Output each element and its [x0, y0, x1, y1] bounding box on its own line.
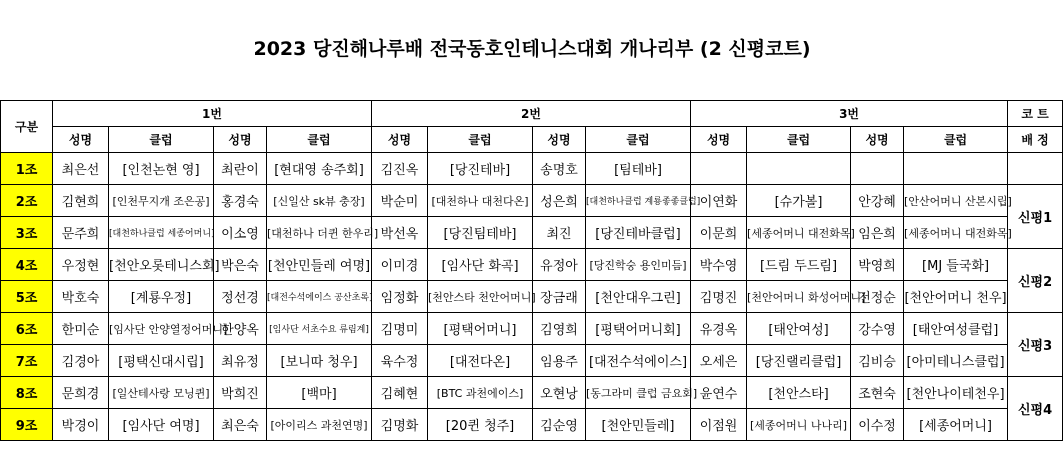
table-row: [1, 377, 1063, 409]
player-name: 육수정: [372, 345, 428, 377]
player-name: 오현낭: [533, 377, 586, 409]
player-club: [팀테바]: [614, 163, 662, 178]
player-name: 이수정: [851, 409, 904, 441]
player-club: [아이리스 과천연명]: [270, 418, 368, 432]
group-header-1: 1번: [53, 101, 372, 127]
player-club: [천안스타 천안어머니]: [428, 290, 536, 304]
player-club: [천안나이테천우]: [906, 387, 1005, 402]
player-name: 정선경: [214, 281, 267, 313]
player-club: [BTC 과천에이스]: [436, 386, 524, 400]
player-name: 송명호: [533, 153, 586, 185]
player-club: [대천하나클럽 계룡좋좋클럽]: [586, 197, 701, 207]
player-name: 성은희: [533, 185, 586, 217]
player-club: [슈가볼]: [774, 195, 823, 210]
player-club: [20퀸 청주]: [445, 419, 515, 434]
player-name: 안강혜: [851, 185, 904, 217]
page-title: 2023 당진해나루배 전국동호인테니스대회 개나리부 (2 신평코트): [253, 38, 811, 60]
player-club: [아미테니스클럽]: [906, 355, 1005, 370]
header-row-groups: [1, 101, 1063, 127]
table-row: [1, 217, 1063, 249]
player-club: [대전수석에이스]: [588, 355, 688, 370]
player-name: 임용주: [533, 345, 586, 377]
player-club: [당진학숭 용인미듬]: [589, 258, 687, 272]
player-club: [당진랠리클럽]: [755, 355, 842, 370]
group-label: 2조: [1, 185, 53, 217]
player-club: [평택어머니]: [443, 323, 517, 338]
court-assignment-empty: [1008, 153, 1063, 185]
club-column-header: 클럽: [109, 127, 214, 153]
player-club: [임사단 안양열정어머니]: [109, 322, 228, 336]
player-club: [세종어머니 대전화목]: [747, 226, 855, 240]
group-label: 1조: [1, 153, 53, 185]
club-column-header: 클럽: [747, 127, 851, 153]
player-name: 한미순: [53, 313, 109, 345]
table-row: [1, 345, 1063, 377]
player-name: 윤연수: [691, 377, 747, 409]
player-name: 김명미: [372, 313, 428, 345]
player-club: [당진팀테바]: [443, 227, 517, 242]
player-name: 김진옥: [372, 153, 428, 185]
player-name: 이문희: [691, 217, 747, 249]
player-club: [드림 두드림]: [759, 259, 838, 274]
court-assignment: 신평2: [1008, 249, 1063, 313]
club-column-header: 클럽: [586, 127, 691, 153]
player-club: [대전수석에이스 공산초록]: [267, 293, 373, 303]
table-row: [1, 313, 1063, 345]
header-row-fields: [1, 127, 1063, 153]
group-label: 5조: [1, 281, 53, 313]
player-club: [대천하나 더퀸 한우리]: [267, 226, 379, 240]
player-club: [천안어머니 천우]: [904, 291, 1007, 306]
player-club: [천안대우그린]: [595, 291, 681, 306]
player-club: [세종어머니 나나리]: [749, 418, 848, 432]
player-name: 최유정: [214, 345, 267, 377]
name-column-header: 성명: [214, 127, 267, 153]
player-name: 이소영: [214, 217, 267, 249]
player-name: 오세은: [691, 345, 747, 377]
player-club: [평택어머니회]: [595, 323, 681, 338]
court-header: 코 트: [1008, 101, 1063, 127]
player-club: [임사단 여명]: [122, 419, 200, 434]
table-row: [1, 185, 1063, 217]
player-name: 박선옥: [372, 217, 428, 249]
player-club: [MJ 들국화]: [922, 259, 990, 274]
table-row: [1, 409, 1063, 441]
player-club: [당진테바클럽]: [595, 227, 681, 242]
player-club: [세종어머니]: [919, 419, 992, 434]
player-club: [대천하나클럽 세종어머니]: [109, 229, 215, 239]
group-label: 9조: [1, 409, 53, 441]
player-name: 김경아: [53, 345, 109, 377]
player-club: [인천무지개 조은공]: [112, 194, 210, 208]
player-club: [현대영 송주회]: [274, 163, 364, 178]
group-label: 4조: [1, 249, 53, 281]
player-name: 박경이: [53, 409, 109, 441]
group-label: 3조: [1, 217, 53, 249]
group-header-3: 3번: [691, 101, 1008, 127]
player-name: 김현희: [53, 185, 109, 217]
player-name: 김영희: [533, 313, 586, 345]
player-name: 박수영: [691, 249, 747, 281]
name-column-header: 성명: [533, 127, 586, 153]
group-label: 8조: [1, 377, 53, 409]
player-club: [안산어머니 산본시립]: [904, 194, 1012, 208]
court-assignment: 신평3: [1008, 313, 1063, 377]
player-club: [계룡우정]: [130, 291, 192, 306]
club-column-header: 클럽: [904, 127, 1008, 153]
player-club: [일산테사랑 모닝퀸]: [112, 386, 210, 400]
player-name: 이미경: [372, 249, 428, 281]
player-club: [태안여성]: [768, 323, 829, 338]
player-name: 최란이: [214, 153, 267, 185]
player-name: 최은숙: [214, 409, 267, 441]
player-club: [세종어머니 대전화목]: [904, 226, 1012, 240]
player-name: 조현숙: [851, 377, 904, 409]
player-name: 최은선: [53, 153, 109, 185]
player-name: 박호숙: [53, 281, 109, 313]
player-club: [임사단 서초수요 류림계]: [269, 325, 369, 335]
player-club: [천안민들레]: [601, 419, 675, 434]
player-club: [태안여성클럽]: [912, 323, 999, 338]
player-name: 강수영: [851, 313, 904, 345]
player-name: 유경옥: [691, 313, 747, 345]
name-column-header: 성명: [53, 127, 109, 153]
player-club: [천안민들레 여명]: [267, 259, 371, 274]
player-name: [691, 153, 747, 185]
player-name: 박순미: [372, 185, 428, 217]
table-row: [1, 153, 1063, 185]
group-label: 6조: [1, 313, 53, 345]
court-subheader: 배 정: [1008, 127, 1063, 153]
court-assignment: 신평4: [1008, 377, 1063, 441]
player-name: [851, 153, 904, 185]
player-name: 박영희: [851, 249, 904, 281]
player-club: [보니따 청우]: [280, 355, 358, 370]
player-name: 문희경: [53, 377, 109, 409]
player-club: [대전다온]: [449, 355, 511, 370]
draw-table: [0, 100, 1063, 441]
player-name: 우정현: [53, 249, 109, 281]
gubun-header: 구분: [1, 101, 53, 153]
player-name: 박희진: [214, 377, 267, 409]
player-club: [천안어머니 화성어머니]: [747, 290, 866, 304]
player-name: 홍경숙: [214, 185, 267, 217]
player-club: [인천논현 영]: [122, 163, 200, 178]
player-club: [임사단 화곡]: [441, 259, 519, 274]
player-name: 이연화: [691, 185, 747, 217]
player-name: 김명진: [691, 281, 747, 313]
player-club: [동그라미 클럽 금요회]: [586, 386, 698, 400]
player-name: 전정순: [851, 281, 904, 313]
player-name: 문주희: [53, 217, 109, 249]
player-name: 김순영: [533, 409, 586, 441]
name-column-header: 성명: [851, 127, 904, 153]
name-column-header: 성명: [372, 127, 428, 153]
group-label: 7조: [1, 345, 53, 377]
player-name: 임정화: [372, 281, 428, 313]
player-club: [평택신대시립]: [118, 355, 204, 370]
club-column-header: 클럽: [267, 127, 372, 153]
court-assignment: 신평1: [1008, 185, 1063, 249]
player-name: 최진: [533, 217, 586, 249]
player-name: 한양옥: [214, 313, 267, 345]
player-name: 김비승: [851, 345, 904, 377]
player-club: [천안스타]: [768, 387, 829, 402]
player-name: 임은희: [851, 217, 904, 249]
group-header-2: 2번: [372, 101, 691, 127]
player-club: [백마]: [301, 387, 337, 402]
player-club: [대천하나 대천다온]: [431, 194, 529, 208]
player-name: 이점원: [691, 409, 747, 441]
player-name: 유정아: [533, 249, 586, 281]
player-club: [천안오롯테니스회]: [109, 259, 220, 274]
player-club: [신일산 sk뷰 충장]: [273, 194, 365, 208]
player-name: 박은숙: [214, 249, 267, 281]
club-column-header: 클럽: [428, 127, 533, 153]
player-name: 김혜현: [372, 377, 428, 409]
player-name: 장금래: [533, 281, 586, 313]
player-club: [당진테바]: [449, 163, 511, 178]
table-row: [1, 281, 1063, 313]
player-name: 김명화: [372, 409, 428, 441]
name-column-header: 성명: [691, 127, 747, 153]
table-row: [1, 249, 1063, 281]
